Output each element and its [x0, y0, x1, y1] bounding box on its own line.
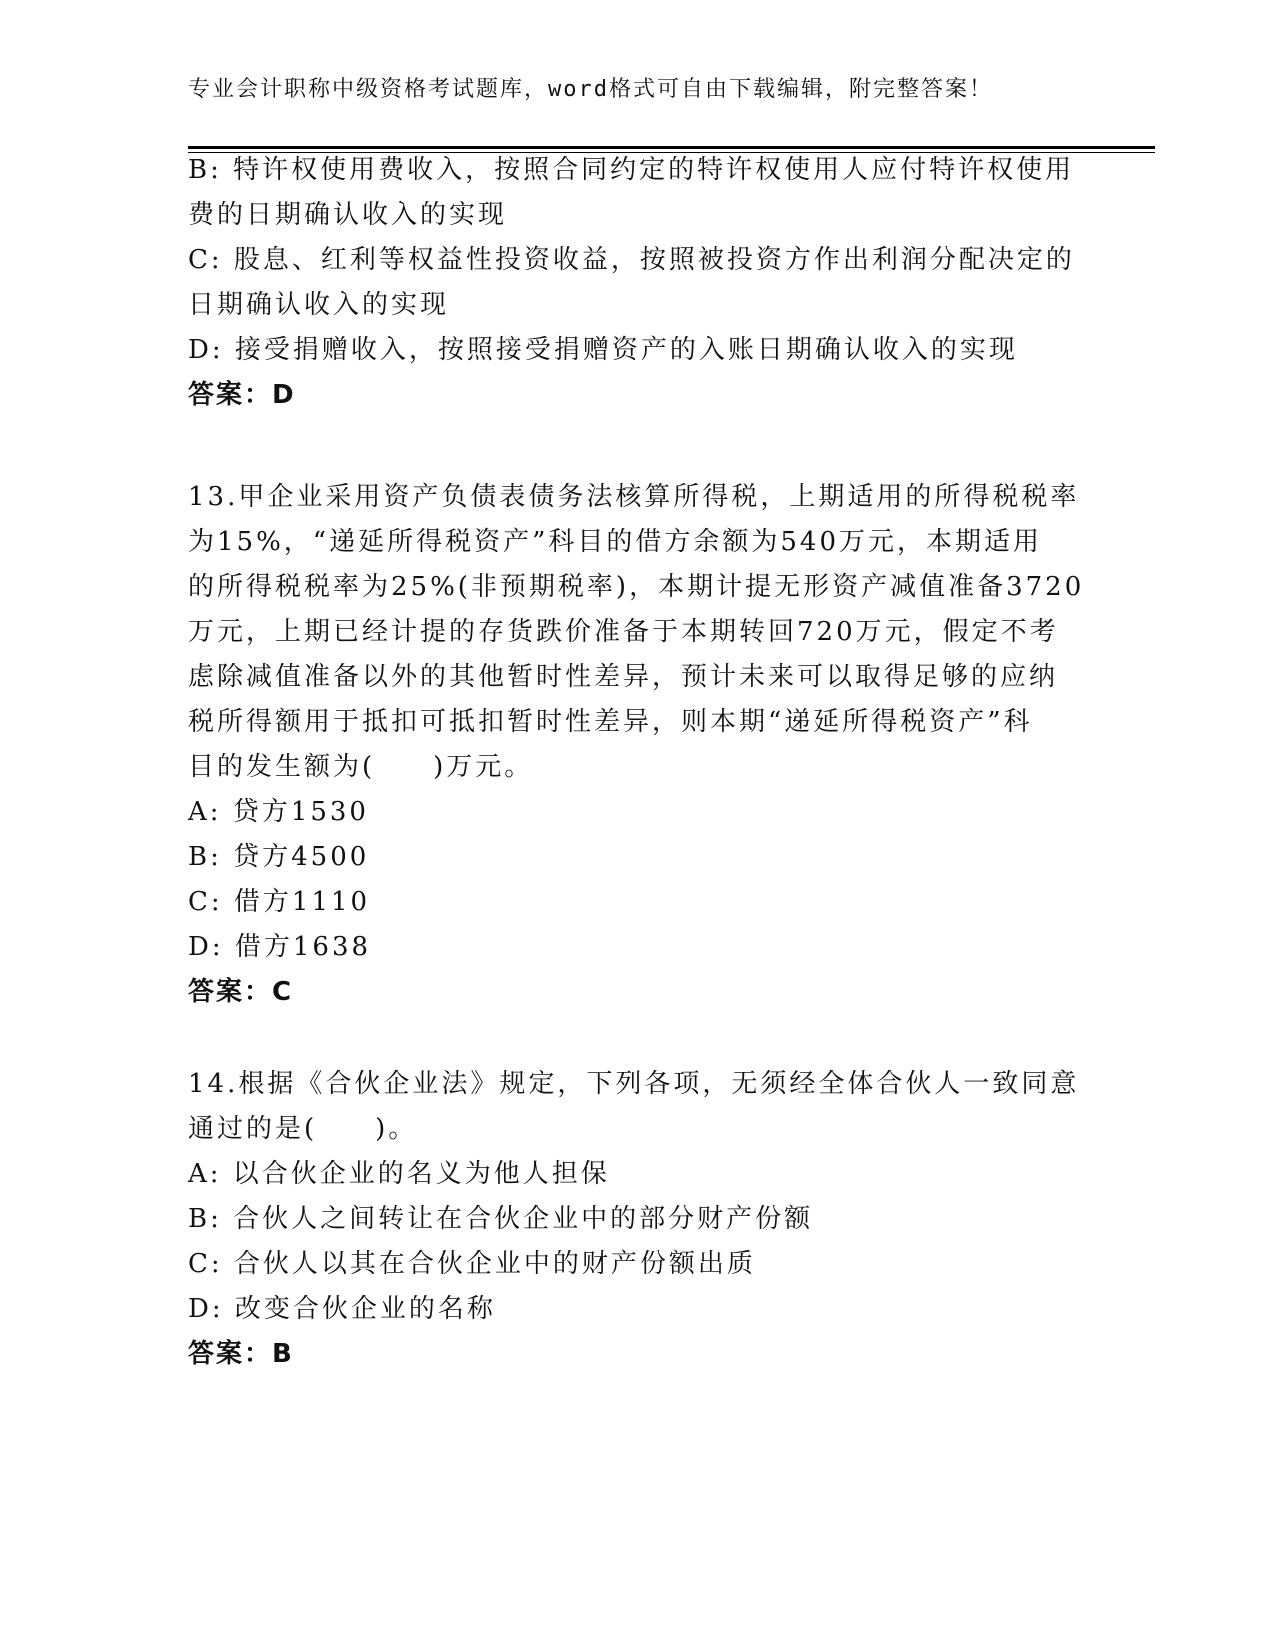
option-d: D: 改变合伙企业的名称: [188, 1294, 496, 1324]
option-b-line-1: B: 特许权使用费收入，按照合同约定的特许权使用人应付特许权使用: [188, 155, 1075, 185]
question-stem-line: 虑除减值准备以外的其他暂时性差异，预计未来可以取得足够的应纳: [188, 662, 1059, 692]
option-b: B: 贷方4500: [188, 842, 370, 872]
question-stem-line: 万元，上期已经计提的存货跌价准备于本期转回720万元，假定不考: [188, 617, 1059, 647]
question-stem-line: 为15%，“递延所得税资产”科目的借方余额为540万元，本期适用: [188, 527, 1042, 557]
option-c: C: 借方1110: [188, 887, 371, 917]
question-stem-line: 税所得额用于抵扣可抵扣暂时性差异，则本期“递延所得税资产”科: [188, 707, 1033, 737]
option-c: C: 合伙人以其在合伙企业中的财产份额出质: [188, 1249, 756, 1279]
option-c-line-2: 日期确认收入的实现: [188, 290, 450, 320]
question-13: [188, 475, 1088, 1015]
question-12-tail: [188, 148, 1088, 418]
question-stem-line: 的所得税税率为25%(非预期税率)，本期计提无形资产减值准备3720: [188, 572, 1085, 602]
option-d: D: 借方1638: [188, 932, 372, 962]
question-stem-line: 目的发生额为( )万元。: [188, 752, 534, 782]
option-d: D: 接受捐赠收入，按照接受捐赠资产的入账日期确认收入的实现: [188, 335, 1018, 365]
option-c-line-1: C: 股息、红利等权益性投资收益，按照被投资方作出利润分配决定的: [188, 245, 1075, 275]
question-stem-line: 通过的是( )。: [188, 1114, 418, 1144]
page-header: 专业会计职称中级资格考试题库，word格式可自由下载编辑，附完整答案！: [188, 77, 993, 102]
answer: 答案：D: [188, 380, 296, 410]
answer: 答案：B: [188, 1339, 294, 1369]
question-stem-line: 13.甲企业采用资产负债表债务法核算所得税，上期适用的所得税税率: [188, 482, 1080, 512]
question-stem-line: 14.根据《合伙企业法》规定，下列各项，无须经全体合伙人一致同意: [188, 1069, 1080, 1099]
option-a: A: 以合伙企业的名义为他人担保: [188, 1159, 610, 1189]
option-a: A: 贷方1530: [188, 797, 369, 827]
option-b: B: 合伙人之间转让在合伙企业中的部分财产份额: [188, 1204, 814, 1234]
answer: 答案：C: [188, 977, 294, 1007]
question-14: [188, 1062, 1088, 1377]
option-b-line-2: 费的日期确认收入的实现: [188, 200, 508, 230]
